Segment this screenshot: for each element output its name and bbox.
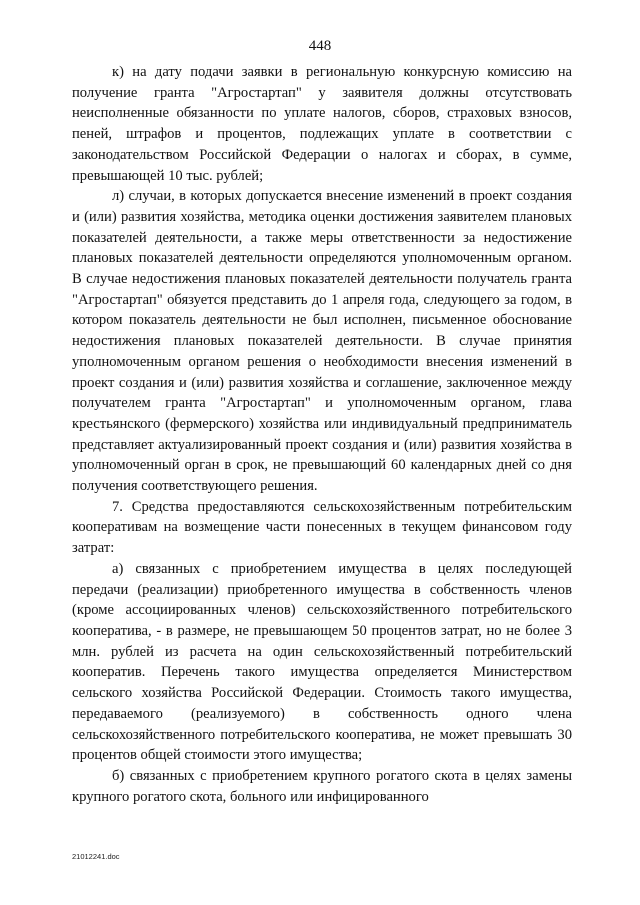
document-body <box>72 62 572 807</box>
page-number: 448 <box>308 38 332 54</box>
paragraph-l: л) случаи, в которых допускается внесение изменений в проект создания и (или) развития хозяйства, методика оценки достижения заявителем плановых показателей деятельности, а также меры ответственности за недостижение плановых показателей деятельности определяются уполномоченным органом. В случае недостижения плановых показателей деятельности получатель гранта "Агростартап" обязуется представить до 1 апреля года, следующего за годом, в котором показатель деятельности не был исполнен, письменное обоснование недостижения плановых показателей деятельности. В случае принятия уполномоченным органом решения о необходимости внесения изменений в проект создания и (или) развития хозяйства и соглашение, заключенное между получателем гранта "Агростартап" и уполномоченным органом, глава крестьянского (фермерского) хозяйства или индивидуальный предприниматель представляет актуализированный проект создания и (или) развития хозяйства в уполномоченный орган в срок, не превышающий 60 календарных дней со дня получения соответствующего решения. <box>72 188 572 495</box>
paragraph-b: б) связанных с приобретением крупного рогатого скота в целях замены крупного рогатого скота, больного или инфицированного <box>72 767 572 805</box>
paragraph-7: 7. Средства предоставляются сельскохозяйственным потребительским кооперативам на возмещение части понесенных в текущем финансовом году затрат: <box>72 498 572 557</box>
paragraph-a: а) связанных с приобретением имущества в целях последующей передачи (реализации) приобретенного имущества в собственность членов (кроме ассоциированных членов) сельскохозяйственного потребительского кооператива, - в размере, не превышающем 50 процентов затрат, но не более 3 млн. рублей из расчета на один сельскохозяйственный потребительский кооператив. Перечень такого имущества определяется Министерством сельского хозяйства Российской Федерации. Стоимость такого имущества, передаваемого (реализуемого) в собственность одного члена сельскохозяйственного потребительского кооператива, не может превышать 30 процентов общей стоимости этого имущества; <box>72 560 572 764</box>
footer-filename: 21012241.doc <box>72 852 120 861</box>
paragraph-k: к) на дату подачи заявки в региональную конкурсную комиссию на получение гранта "Агростартап" у заявителя должны отсутствовать неисполненные обязанности по уплате налогов, сборов, страховых взносов, пеней, штрафов и процентов, подлежащих уплате в соответствии с законодательством Российской Федерации о налогах и сборах, в сумме, превышающей 10 тыс. рублей; <box>72 64 572 184</box>
